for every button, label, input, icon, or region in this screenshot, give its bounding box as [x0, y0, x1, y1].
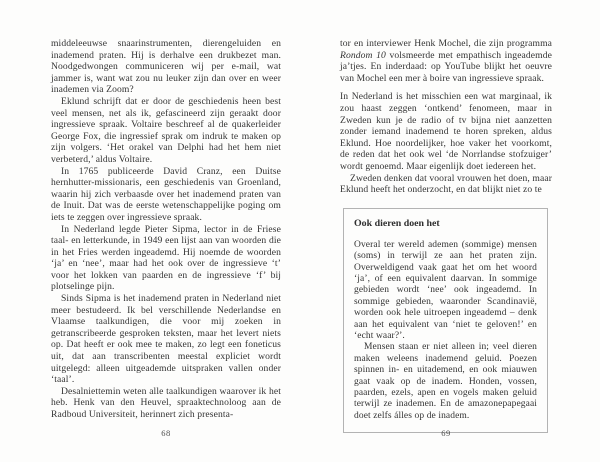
paragraph	[51, 38, 281, 96]
paragraph	[354, 342, 537, 422]
text-run: Mensen staan er niet alleen in; veel dieren maken weleens inademend geluid. Poezen spinnen in- en uitademend, en ook miauwen gaat vaak op de inadem. Honden, vossen, paarden, ezels, apen en vogels maken geluid terwijl ze inademen. En de amazonepapegaai doet zelfs álles op de inadem.	[354, 342, 537, 421]
paragraph	[354, 240, 537, 343]
text-run: Eklund schrijft dat er door de geschiedenis heen best veel mensen, net als ik, gefascineerd zijn geraakt door ingressieve spraak. Voltaire beschreef al de quakerleider George Fox, die ingressief sprak om indruk te maken op zijn volgers. ‘Het orakel van Delphi had het hem niet verbeterd,’ aldus Voltaire.	[51, 95, 281, 165]
page-left-paragraphs	[51, 38, 281, 421]
text-run: volsmeerde met empathisch ingeademde ja’tjes. En inderdaad: op YouTube blijkt het oeuvre van Mochel een mer à boire van ingressieve spraak.	[340, 49, 552, 84]
sidebar-box-title: Ook dieren doen het	[354, 217, 440, 229]
text-run: Desalniettemin weten alle taalkundigen waarover ik het heb. Henk van den Heuvel, spraaktechnoloog aan de Radboud Universiteit, herinnert zich presenta-	[51, 385, 281, 420]
page-right-text-column	[340, 38, 552, 433]
paragraph	[51, 166, 281, 224]
paragraph	[51, 224, 281, 294]
text-run: Sinds Sipma is het inademend praten in Nederland niet meer bestudeerd. Ik bel verschillende Nederlandse en Vlaamse taalkundigen, die voor mij zoeken in getranscribeerde gesproken teksten, maar het levert niets op. Dat heeft er ook mee te maken, zo legt een foneticus uit, dat aan transcribenten meestal expliciet wordt uitgelegd: alleen uitgeademde uitspraken vallen onder ‘taal’.	[51, 293, 281, 386]
paragraph	[51, 386, 281, 421]
text-run: middeleeuwse snaarinstrumenten, dierengeluiden en inademend praten. Hij is derhalve een drukbezet man. Noodgedwongen communiceren wij per e-mail, wat jammer is, want wat zou nu leuker zijn dan over en weer inademen via Zoom?	[51, 38, 281, 96]
paragraph	[340, 91, 552, 172]
text-run: In Nederland is het misschien een wat marginaal, ik zou haast zeggen ‘ontkend’ fenomeen, maar in Zweden kun je de radio of tv bijna niet aanzetten zonder iemand inademend te horen spreken, aldus Eklund. Hoe noordelijker, hoe vaker het voorkomt, de reden dat het ook wel ‘de Norrlandse stofzuiger’ wordt genoemd. Maar eigenlijk doet iedereen het.	[340, 91, 552, 172]
page-right-paragraphs	[340, 38, 552, 196]
text-run: In 1765 publiceerde David Cranz, een Duitse hernhutter-missionaris, een geschiedenis van Groenland, waarin hij zich verbaasde over het inademend praten van de Inuit. Dat was de eerste wetenschappelijke poging om iets te zeggen over ingressieve spraak.	[51, 165, 281, 223]
italic-text-run: Rondom 10	[340, 49, 386, 61]
paragraph	[51, 293, 281, 386]
paragraph	[51, 96, 281, 166]
sidebar-box	[343, 208, 548, 434]
text-run: tor en interviewer Henk Mochel, die zijn programma	[340, 38, 552, 49]
text-run: In Nederland legde Pieter Sipma, lector in de Friese taal- en letterkunde, in 1949 een lijst aan van woorden die in het Fries werden ingeademd. Hij noemde de woorden ‘ja’ en ‘nee’, maar had het ook over de ingressieve ‘t’ voor het lokken van paarden en de ingressieve ‘f’ bij plotselinge pijn.	[51, 223, 281, 293]
page-number-left: 68	[161, 428, 171, 438]
text-run: Zweden denken dat vooral vrouwen het doen, maar Eklund heeft het onderzocht, en dat blijkt niet zo te	[340, 172, 552, 196]
page-number-right: 69	[441, 428, 451, 438]
paragraph	[340, 173, 552, 196]
text-run: Overal ter wereld ademen (sommige) mensen (soms) in terwijl ze aan het praten zijn. Overweldigend vaak gaat het om het woord ‘ja’, of een equivalent daarvan. In sommige gebieden wordt ‘nee’ ook ingeademd. In sommige gebieden, waaronder Scandinavië, worden ook hele uitroepen ingeademd – denk aan het equivalent van ‘niet te geloven!’ en ‘echt waar?’.	[354, 239, 537, 341]
sidebar-box-paragraphs	[354, 240, 537, 423]
paragraph	[340, 38, 552, 84]
page-left-text-column	[51, 38, 281, 421]
